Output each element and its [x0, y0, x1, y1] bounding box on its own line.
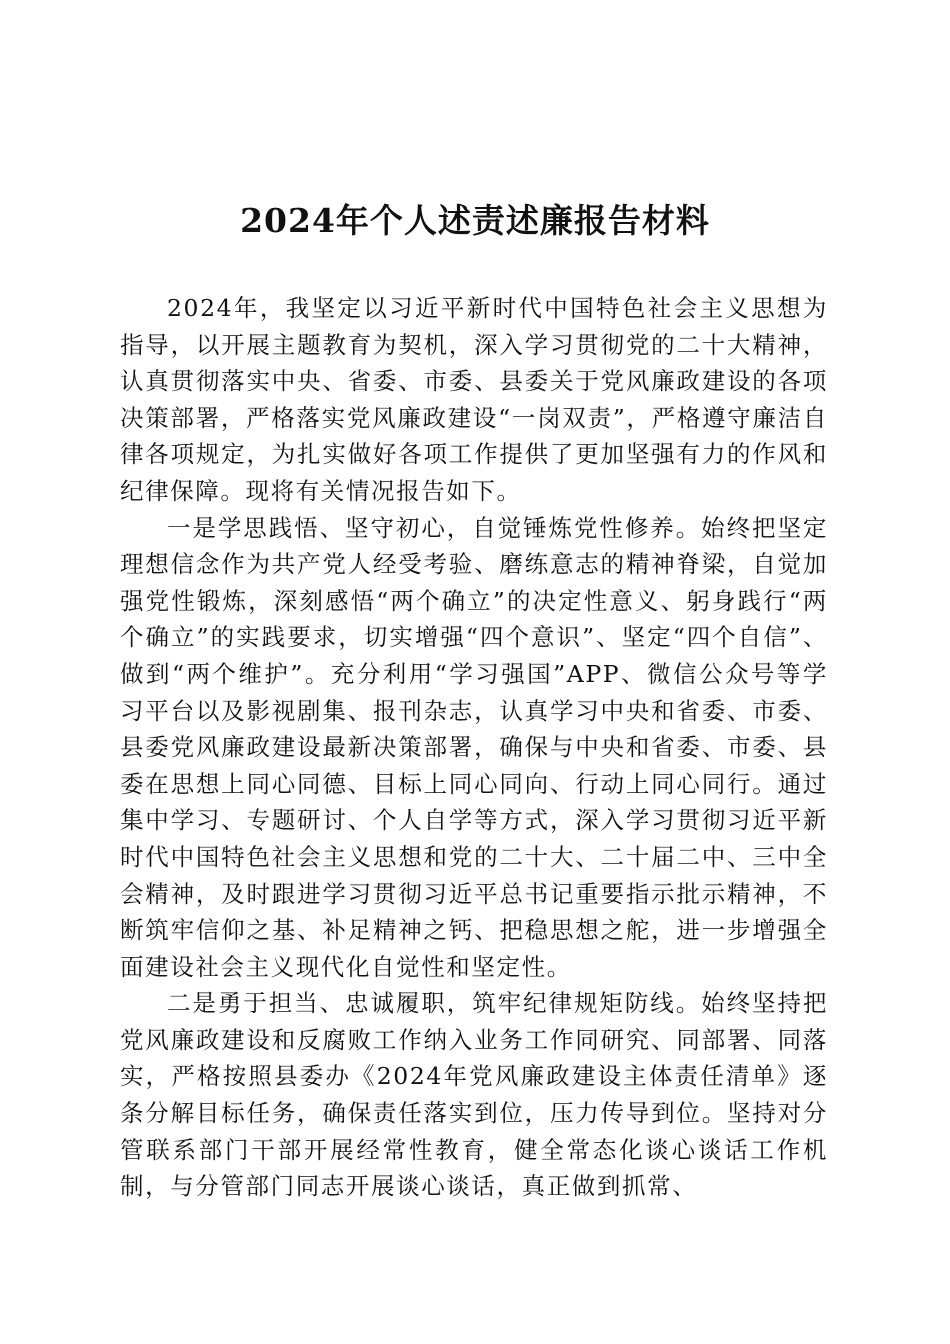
paragraph-point-one: 一是学思践悟、坚守初心，自觉锤炼党性修养。始终把坚定理想信念作为共产党人经受考验、磨练意志的精神脊梁，自觉加强党性锻炼，深刻感悟“两个确立”的决定性意义、躬身践行“两个确立”的实践要求，切实增强“四个意识”、坚定“四个自信”、做到“两个维护”。充分利用“学习强国”APP、微信公众号等学习平台以及影视剧集、报刊杂志，认真学习中央和省委、市委、县委党风廉政建设最新决策部署，确保与中央和省委、市委、县委在思想上同心同德、目标上同心同向、行动上同心同行。通过集中学习、专题研讨、个人自学等方式，深入学习贯彻习近平新时代中国特色社会主义思想和党的二十大、二十届二中、三中全会精神，及时跟进学习贯彻习近平总书记重要指示批示精神，不断筑牢信仰之基、补足精神之钙、把稳思想之舵，进一步增强全面建设社会主义现代化自觉性和坚定性。 [120, 513, 828, 981]
document-body [120, 290, 828, 1205]
paragraph-intro: 2024年，我坚定以习近平新时代中国特色社会主义思想为指导，以开展主题教育为契机，深入学习贯彻党的二十大精神，认真贯彻落实中央、省委、市委、县委关于党风廉政建设的各项决策部署，严格落实党风廉政建设“一岗双责”，严格遵守廉洁自律各项规定，为扎实做好各项工作提供了更加坚强有力的作风和纪律保障。现将有关情况报告如下。 [120, 294, 828, 505]
document-title: 2024年个人述责述廉报告材料 [240, 201, 710, 240]
paragraph-point-two: 二是勇于担当、忠诚履职，筑牢纪律规矩防线。始终坚持把党风廉政建设和反腐败工作纳入业务工作同研究、同部署、同落实，严格按照县委办《2024年党风廉政建设主体责任清单》逐条分解目标任务，确保责任落实到位，压力传导到位。坚持对分管联系部门干部开展经常性教育，健全常态化谈心谈话工作机制，与分管部门同志开展谈心谈话，真正做到抓常、 [120, 989, 828, 1201]
